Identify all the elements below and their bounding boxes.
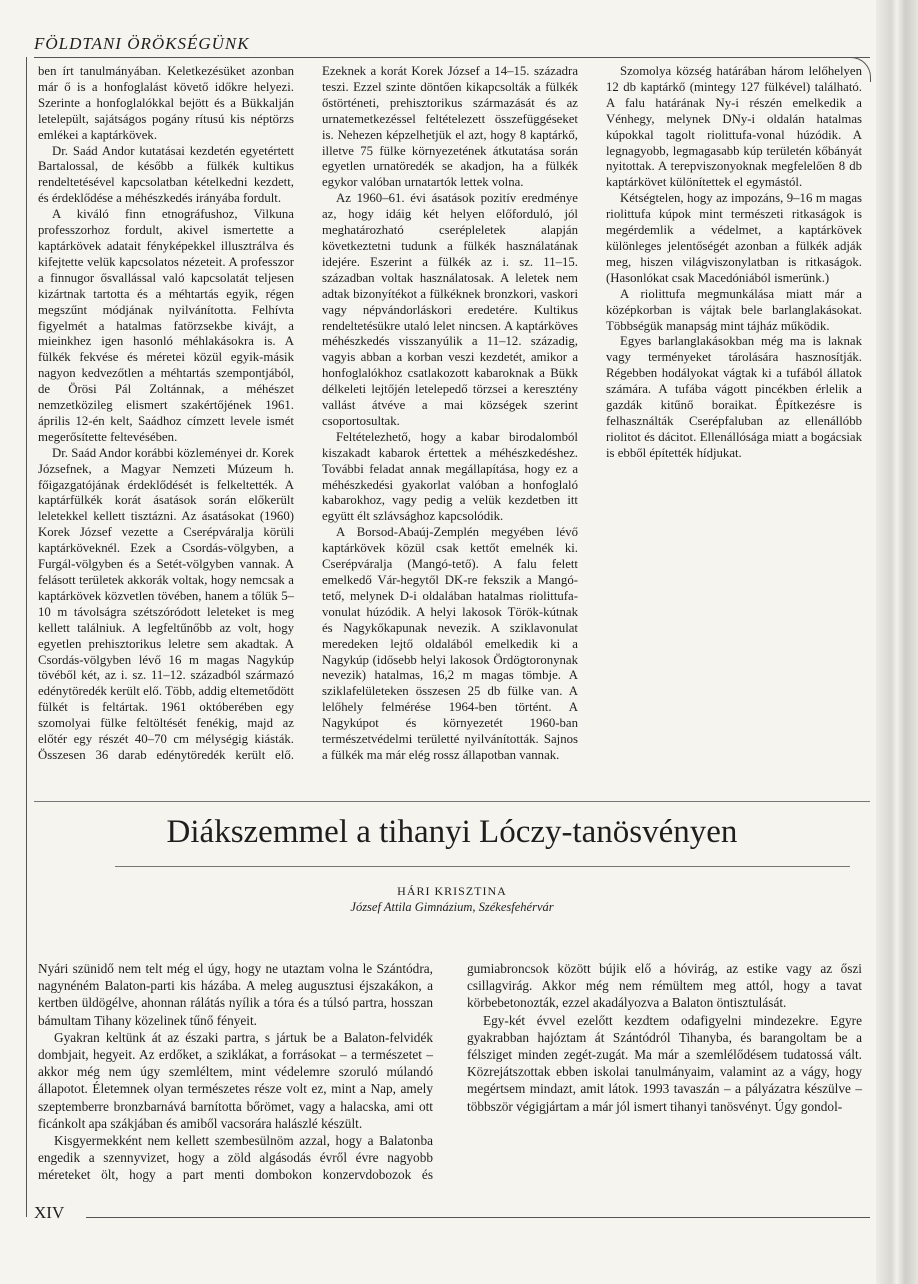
previous-article-text: [38, 64, 862, 776]
paragraph: Szomolya község határában három lelőhelyen 12 db kaptárkő (mintegy 127 fülkével) található. A falu határának Ny-i részén emelkedik a Vénhegy, melynek DNy-i oldalán hatalmas kúpokkal tagolt riolittufa-vonal húzódik. A legnagyobb, legmagasabb kúp területén kőbányát nyitottak. A terepviszonyoknak megfelelően 8 db kaptárkövet különítettek el egymástól.: [606, 64, 862, 190]
frame-bottom-rule: [86, 1217, 870, 1218]
paragraph: A riolittufa megmunkálása miatt már a középkorban is vájtak bele barlanglakásokat. Többségük manapság mint tájház működik.: [606, 286, 862, 333]
article-author: HÁRI KRISZTINA: [397, 884, 507, 898]
page-number: XIV: [34, 1203, 68, 1223]
paragraph: A Borsod-Abaúj-Zemplén megyében lévő kaptárkövek közül csak kettőt emelnék ki. Cserépváralja (Mangó-tető). A falu felett emelkedő Vár-hegytől DK-re fekszik a Mangó-tető, melynek D-i oldalában hatalmas riolittufa-vonulat húzódik. A helyi lakosok Török-kútnak és Nagykőkapunak nevezik. A sziklavonulat meredeken lejtő oldalából emelkedik ki a Nagykúp (idősebb helyi lakosok Ördögtoronynak nevezik) hatalmas, 16,2 m magas tömbje. A sziklafelületeken összesen 25 db fülke van. A lelőhely felmérése 1964-ben történt. A Nagykúpot és környezetét 1960-ban természetvédelmi területté nyilvánították. Sajnos a fülkék ma már elég rossz állapotban vannak.: [322, 525, 578, 762]
running-header: FÖLDTANI ÖRÖKSÉGÜNK: [34, 34, 250, 53]
paragraph: Egyes barlanglakásokban még ma is laknak vagy terményeket tárolására hasznosítják. Régebben hodályokat vágtak ki a tufából állatok számára. A tufába vágott pincékben érlelik a gazdák kitűnő boraikat. Építkezésre is felhasználták Cserépfaluban az ellenállóbb riolitot és dácitot. Ellenállósága miatt a bogácsiak is ebből építették hídjukat.: [606, 334, 862, 460]
article-title: Diákszemmel a tihanyi Lóczy-tanösvényen: [166, 814, 738, 850]
page-binding-edge: [876, 0, 918, 1284]
paragraph: A kiváló finn etnográfushoz, Vilkuna professzorhoz fordult, akivel ismertette a kaptárkövek adatait fényképekkel illusztrálva és kifejtette velük kapcsolatos nézeteit. A professzor a finnugor ősvallással való kapcsolatát teljesen kizártnak tartotta és a méhtartás egyik, régen megszűnt módjának nyilvánította. Felhívta figyelmét a hatalmas fatörzsekbe kivájt, a mieinkhez igen hasonló méhlakásokra is. A fülkék fekvése és méretei közül egyik-másik nagyon kedvezőtlen a méhtartás szempontjából, de Örösi Pál Zoltánnak, a méhészet nemzetközileg elismert szakértőjének 1961. április 12-én kelt, Saádhoz címzett levele ismét megerősítette feltevésében.: [38, 207, 294, 444]
title-rule: [115, 866, 850, 867]
paragraph: Dr. Saád Andor kutatásai kezdetén egyetértett Bartalossal, de később a fülkék kultikus rendeltetésével kapcsolatban kételkedni kezdett, és érdeklődése a méhészkedés irányába fordult.: [38, 143, 294, 206]
paragraph: Kétségtelen, hogy az impozáns, 9–16 m magas riolittufa kúpok mint természeti ritkaságok is megérdemlik a védelmet, a kaptárkövek különleges jelentőségét azonban a fülkék adják meg, hiszen világviszonylatban is ritkaságok. (Hasonlókat csak Macedóniából ismerünk.): [606, 191, 862, 285]
author-affiliation: József Attila Gimnázium, Székesfehérvár: [350, 900, 554, 914]
paragraph: Nyári szünidő nem telt még el úgy, hogy ne utaztam volna le Szántódra, nagynéném Balaton-parti kis házába. A meleg augusztusi éjszakákon, a kertben üldögélve, ahonnan rálátás nyílik a tóra és a túlsó partra, hosszan bámultam Tihany közelinek tűnő fényeit.: [38, 961, 433, 1028]
paragraph: ben írt tanulmányában. Keletkezésüket azonban már ő is a honfoglalást követő időkre helyezi. Szerinte a honfoglalókkal bejött és a Bükkalján letelepült, sajátságos pogány rítusú kis néptörzs emlékei a kaptárkövek.: [38, 64, 294, 142]
paragraph: Feltételezhető, hogy a kabar birodalomból kiszakadt kabarok értettek a méhészkedéshez. További feladat annak megállapítása, hogy ez a méhészkedési gyakorlat valóban a honfoglaló kabarokhoz, vagy pedig a velük kezdetben itt együtt élt szlávsághoz kapcsolódik.: [322, 429, 578, 524]
article-body: [38, 960, 862, 1190]
paragraph: Gyakran keltünk át az északi partra, s jártuk be a Balaton-felvidék dombjait, hegyeit. Az erdőket, a sziklákat, a forrásokat – a természetet – akkor még nem úgy szemléltem, mint védelemre szoruló múlandó állapotot. Életemnek olyan természetes része volt ez, mint a Nap, amely szeptemberre bronzbarnává barnította bőrömet, vagy a halacska, ami ott ficánkolt apa szákjában és amiből vacsorára halászlé készült.: [38, 1029, 433, 1131]
paragraph: Az 1960–61. évi ásatások pozitív eredménye az, hogy idáig két helyen előforduló, jól meghatározható cserépleletek alapján következtetni tudunk a fülkék használatának idejére. Eszerint a fülkék az i. sz. 11–15. században voltak használatosak. A leletek nem adtak bizonyítékot a fülkéknek bronzkori, vaskori vagy népvándorláskori eredetére. Kultikus rendeltetésükre utaló lelet nincsen. A kaptárköves méhészkedés visszanyúlik a 11–12. századig, vagyis abban a korban veszi kezdetét, amikor a honfoglalókhoz csatlakozott kabaroknak a Bükk délkeleti lejtőjén letelepedő törzsei a keresztény vallást átvéve a mai községek szerint csoportosultak.: [322, 191, 578, 428]
section-divider: [34, 801, 870, 802]
frame-left-rule: [26, 57, 27, 1217]
paragraph: Egy-két évvel ezelőtt kezdtem odafigyelni mindezekre. Egyre gyakrabban hajóztam át Szántódról Tihanyba, és barangoltam be a félsziget minden zegét-zugát. Ma már a szemlélődésem tudatossá vált. Közrejátszottak ebben iskolai tanulmányaim, valamint az a vágy, hogy megértsem mindazt, amit látok. 1993 tavaszán – a pályázatra készülve – többször végigjártam a már jól ismert tihanyi tanösvényt. Úgy gondol-: [467, 1012, 862, 1114]
header-rule: [34, 57, 870, 58]
paragraph: Kisgyermekként nem kellett szembesülnöm azzal, hogy a Balatonba engedik a szennyvizet, hogy a zöld algásodás évről évre nagyobb méreteket ölt, hogy a part menti dombokon konzervdobozok és gumiabroncsok között bújik elő a hóvirág, az estike vagy az őszi csillagvirág. Akkor még nem rémültem meg attól, hogy a tavat körbebetonozták, ezzel akadályozva a Balaton öntisztulását.: [38, 961, 862, 1183]
paragraph: Dr. Saád Andor korábbi közleményei dr. Korek Józsefnek, a Magyar Nemzeti Múzeum h. főigazgatójának érdeklődését is felkeltették. A kaptárfülkék korát ásatások során előkerült leletekkel kellett tisztázni. Az ásatásokat (1960) Korek József vezette a Cserépváralja körüli kaptárköveknél. Ezek a Csordás-völgyben, a Furgál-völgyben és a Setét-völgyben vannak. A felásott területek akkorák voltak, hogy nemcsak a kaptárkövek közvetlen tövében, hanem a tőlük 5–10 m távolságra szétszóródott leleteket is meg kellett találniuk. A legfeltűnőbb az volt, hogy egyetlen prehisztorikus leletre sem akadtak. A Csordás-völgyben lévő 16 m magas Nagykúp tövéből két, az i. sz. 11–12. századból származó edénytöredék került elő. Több, addig eltemetődött fülkét is feltártak. 1961 októberében egy szomolyai fülke feltöltését fenékig, majd az előtér egy részét 40–70 cm mélységig kiásták. Összesen 36 darab edénytöredék került elő. Ezeknek a korát Korek József a 14–15. századra teszi. Ezzel szinte döntően kikapcsolták a fülkék őstörténeti, prehisztorikus származását és az urnatemetkezéssel feltételezett összefüggéseket is. Nehezen képzelhetjük el azt, hogy 8 kaptárkő, illetve 75 fülke környezetének átkutatása során egyetlen urnatöredék se akadjon, ha a fülkék egykor valóban urnatartók lettek volna.: [38, 64, 578, 762]
